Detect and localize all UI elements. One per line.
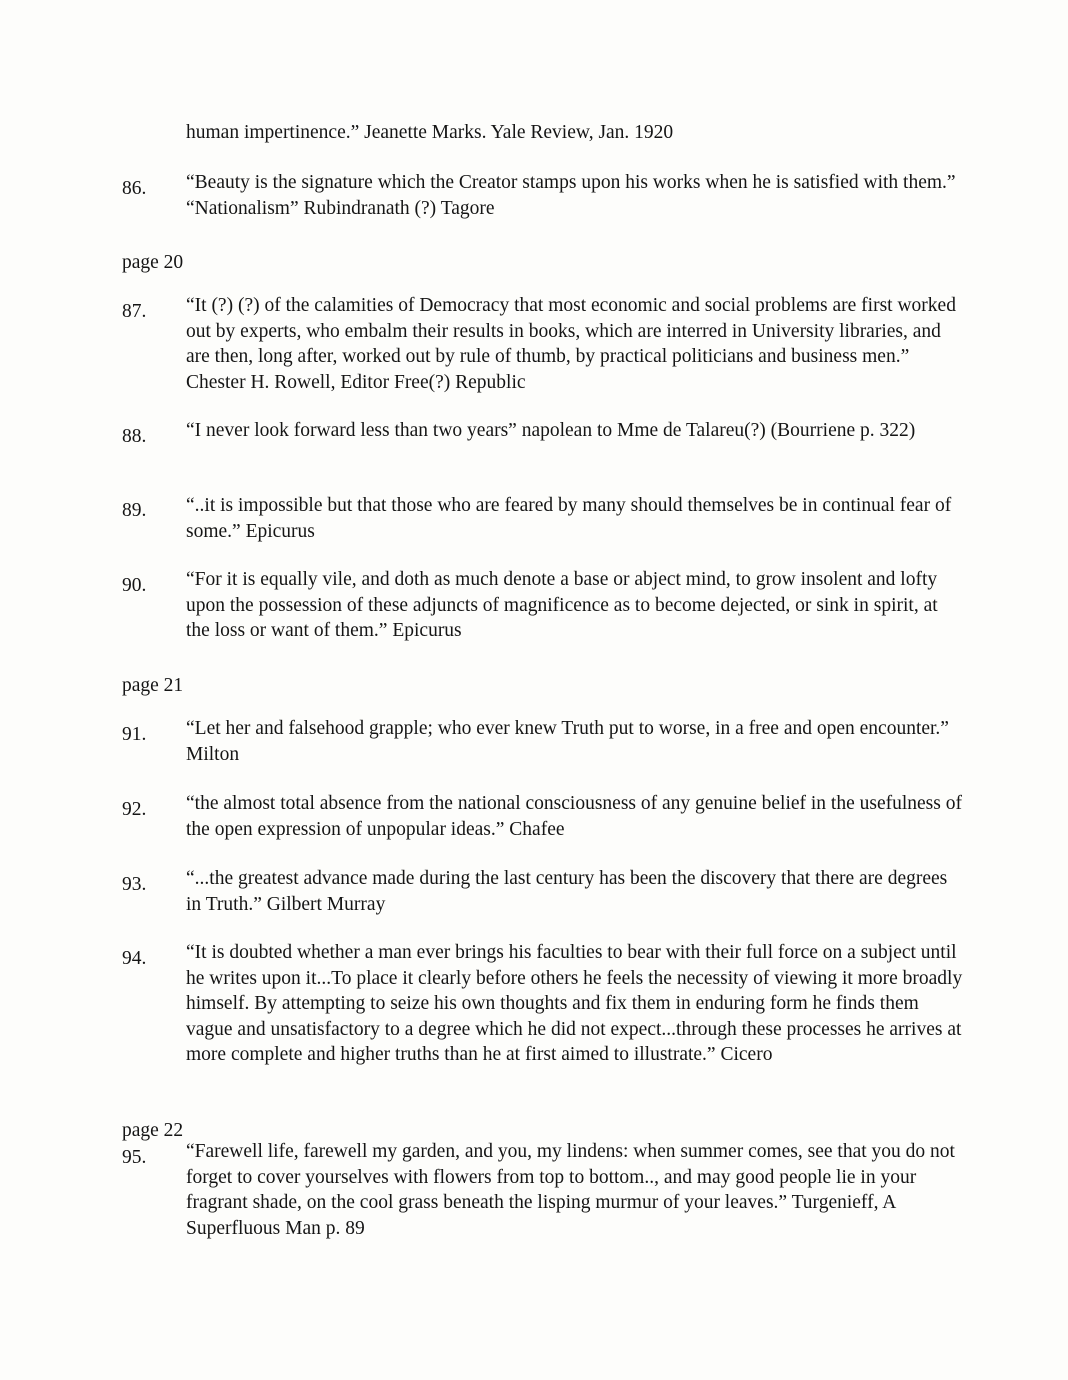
quote-text: “For it is equally vile, and doth as much denote a base or abject mind, to grow insolent and lofty upon the possession of these adjuncts of magnificence as to become dejected, or sink in spirit, at the loss or want of them.” Epicurus bbox=[186, 569, 938, 641]
page-label: page 22 bbox=[122, 1120, 184, 1141]
quote-text: “...the greatest advance made during the last century has been the discovery that there are degrees in Truth.” Gilbert Murray bbox=[186, 868, 948, 915]
quote-text: “It is doubted whether a man ever brings his faculties to bear with their full force on a subject until he writes upon it...To place it clearly before others he feels the necessity of viewing it more broadly himself. By attempting to seize his own thoughts and fix them in enduring form he finds them vague and unsatisfactory to a degree which he did not expect...through these processes he arrives at more complete and higher truths than he at first aimed to illustrate.” Cicero bbox=[186, 942, 963, 1065]
quote-text: “Beauty is the signature which the Creator stamps upon his works when he is satisfied with them.” “Nationalism” Rubindranath (?) Tagore bbox=[186, 172, 956, 219]
entry-number: 95. bbox=[122, 1147, 147, 1168]
entry-number: 87. bbox=[122, 301, 147, 322]
entry-number: 89. bbox=[122, 500, 147, 521]
quote-text: “the almost total absence from the national consciousness of any genuine belief in the usefulness of the open expression of unpopular ideas.” Chafee bbox=[186, 793, 962, 840]
page-label: page 20 bbox=[122, 252, 184, 273]
quote-text: “..it is impossible but that those who are feared by many should themselves be in continual fear of some.” Epicurus bbox=[186, 495, 952, 542]
quote-text: “Let her and falsehood grapple; who ever knew Truth put to worse, in a free and open encounter.” Milton bbox=[186, 718, 949, 765]
entry-number: 93. bbox=[122, 874, 147, 895]
continuation-text: human impertinence.” Jeanette Marks. Yale Review, Jan. 1920 bbox=[186, 122, 674, 143]
page-label: page 21 bbox=[122, 675, 184, 696]
entry-number: 88. bbox=[122, 426, 147, 447]
entry-number: 91. bbox=[122, 724, 147, 745]
quote-text: “I never look forward less than two years” napolean to Mme de Talareu(?) (Bourriene p. 322) bbox=[186, 420, 916, 441]
entry-number: 86. bbox=[122, 178, 147, 199]
quote-text: “Farewell life, farewell my garden, and you, my lindens: when summer comes, see that you do not forget to cover yourselves with flowers from top to bottom.., and may good people lie in your fragrant shade, on the cool grass beneath the lisping murmur of your leaves.” Turgenieff, A Superfluous Man p. 89 bbox=[186, 1141, 955, 1239]
entry-number: 90. bbox=[122, 575, 147, 596]
quote-text: “It (?) (?) of the calamities of Democracy that most economic and social problems are first worked out by experts, who embalm their results in books, which are interred in University libraries, and are then, long after, worked out by rule of thumb, by practical politicians and business men.” Chester H. Rowell, Editor Free(?) Republic bbox=[186, 295, 956, 393]
entry-number: 92. bbox=[122, 799, 147, 820]
entry-number: 94. bbox=[122, 948, 147, 969]
